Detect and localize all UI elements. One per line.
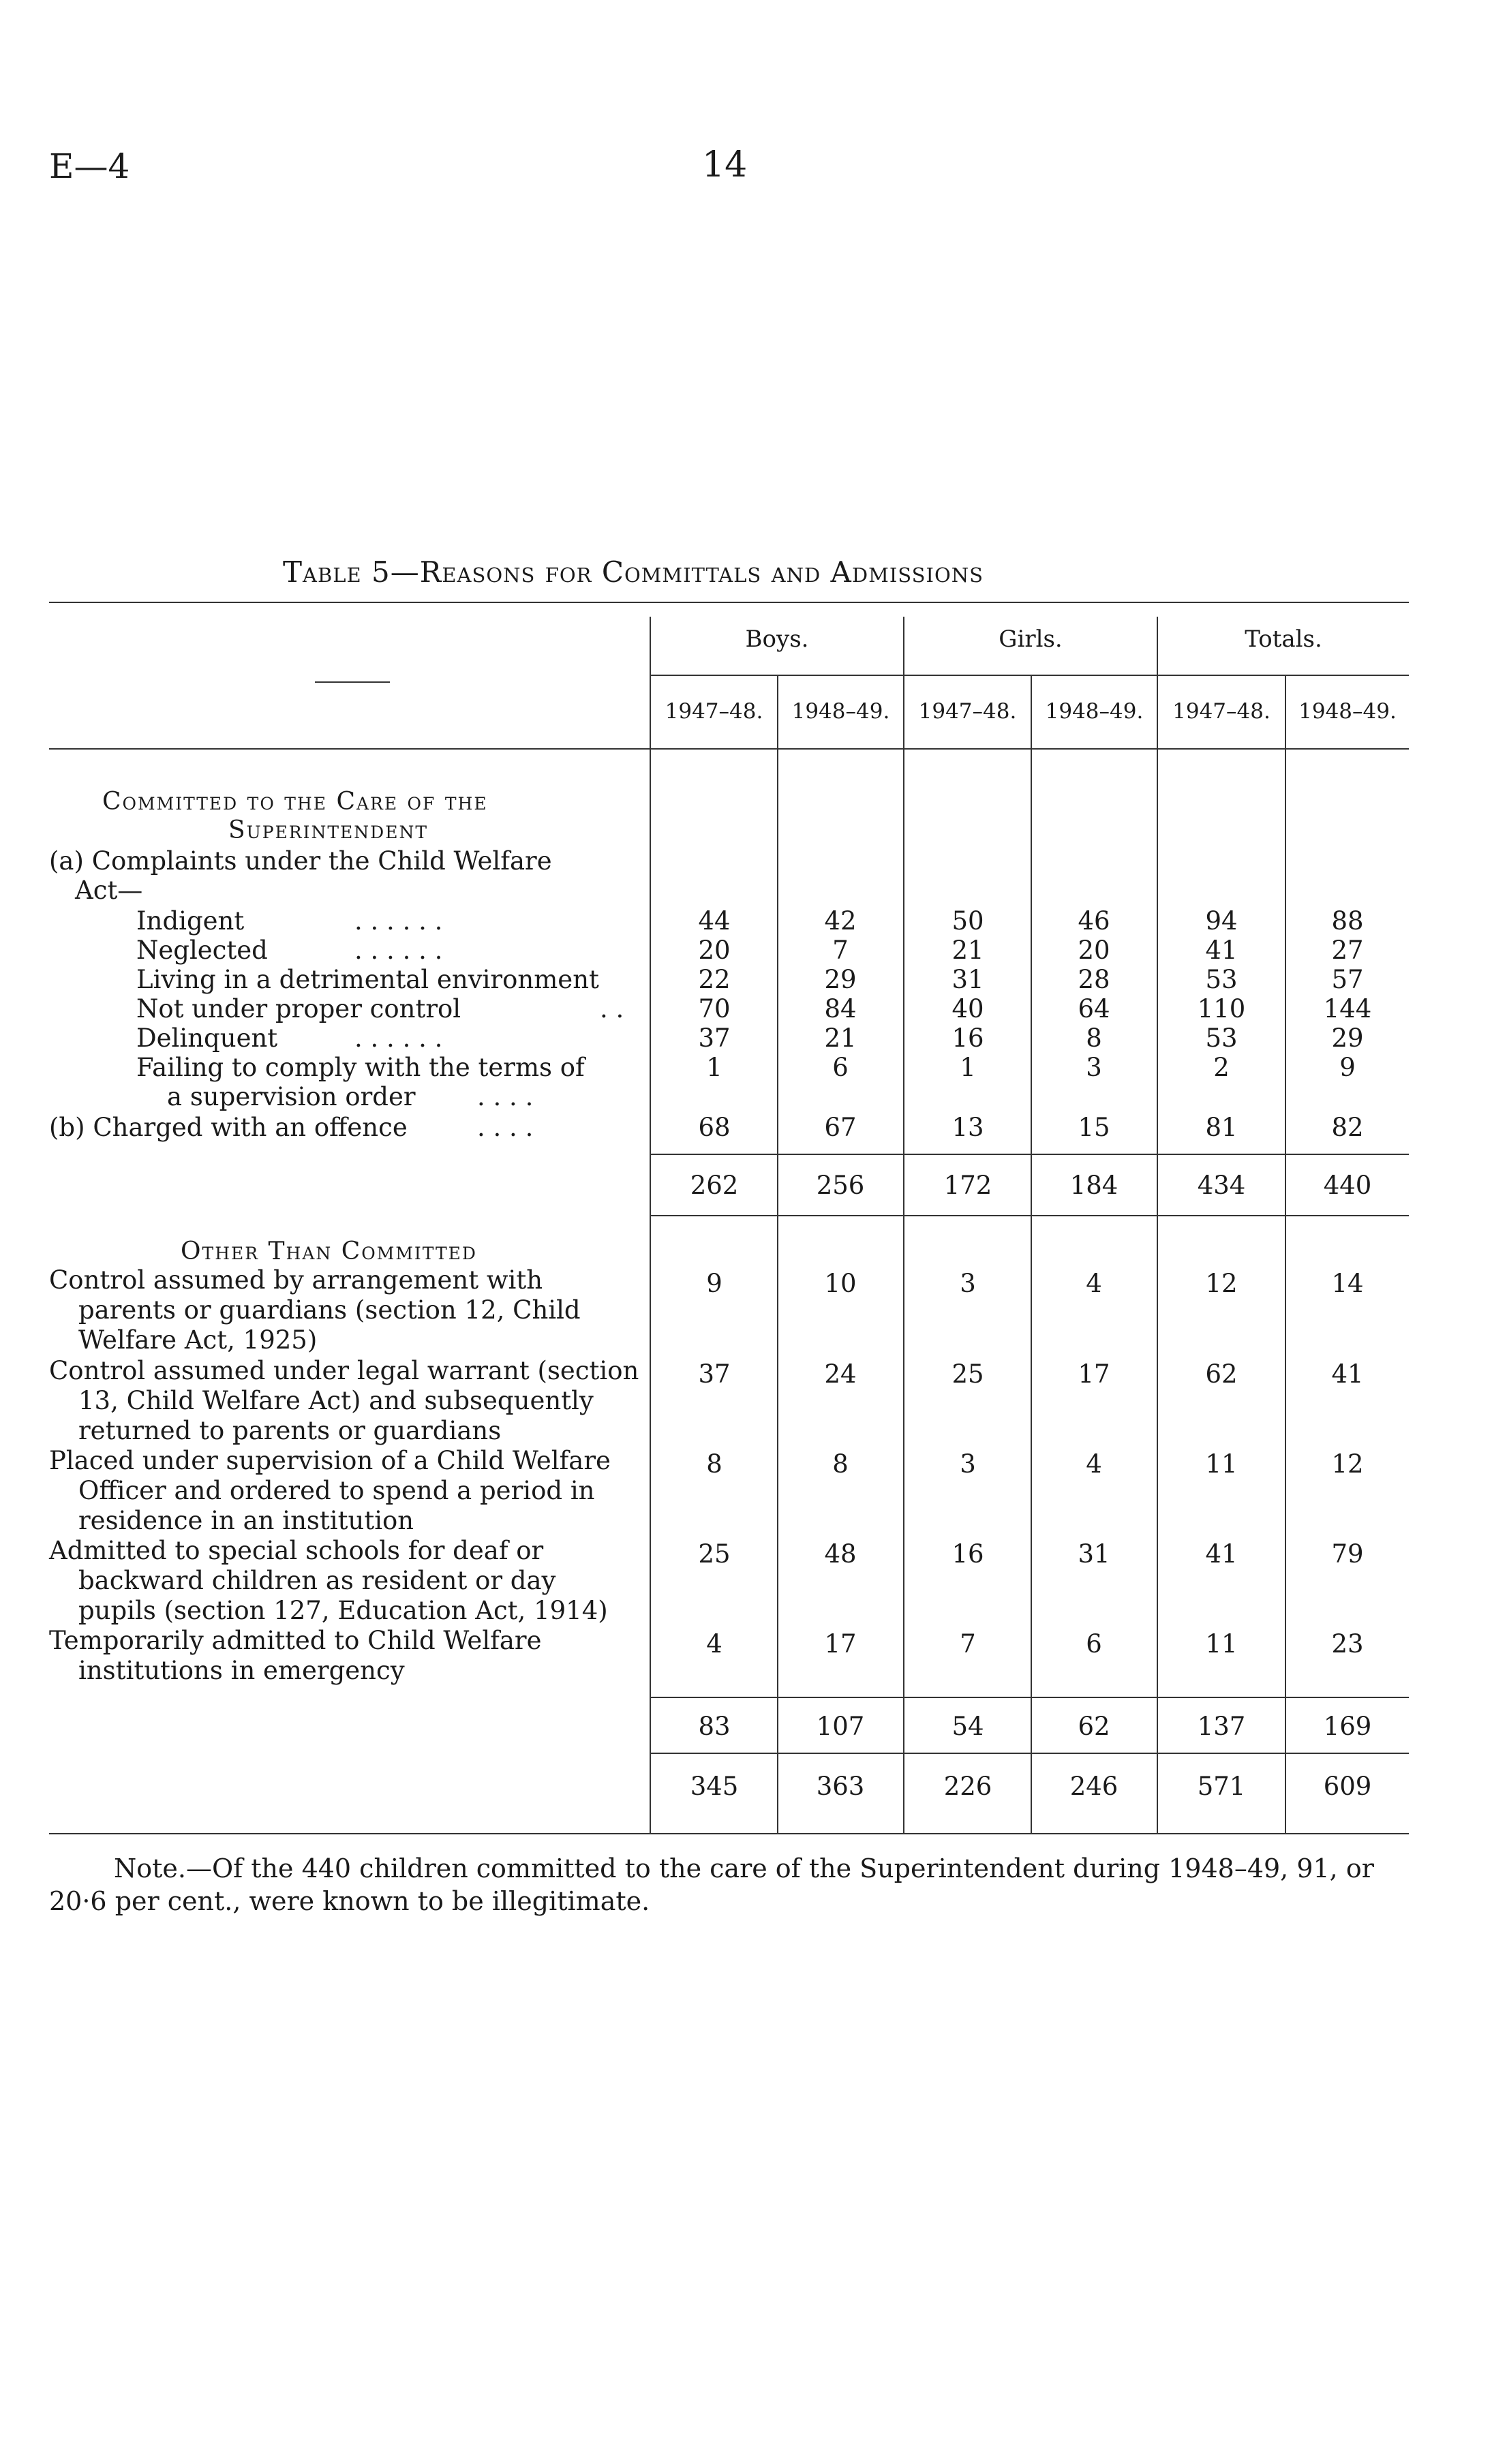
vline-stub	[650, 617, 651, 1833]
row-label: (b) Charged with an offence	[49, 1113, 408, 1142]
row-label: Failing to comply with the terms of	[136, 1053, 585, 1082]
table-cell: 345	[690, 1772, 739, 1801]
group-totals: Totals.	[1245, 626, 1322, 653]
table-cell: 246	[1069, 1772, 1118, 1801]
table-cell: 8	[1086, 1023, 1102, 1053]
row-label-cont: residence in an institution	[78, 1506, 414, 1535]
table-cell: 42	[824, 906, 857, 936]
table-cell: 94	[1205, 906, 1238, 936]
table-cell: 68	[698, 1113, 731, 1142]
table-cell: 46	[1078, 906, 1110, 936]
committed-heading-2: Superintendent	[228, 816, 429, 844]
rule-bottom	[49, 1833, 1409, 1834]
table-cell: 54	[952, 1712, 984, 1741]
table-cell: 2	[1213, 1053, 1230, 1082]
row-label: Placed under supervision of a Child Welfare	[49, 1446, 611, 1475]
table-cell: 62	[1205, 1359, 1238, 1389]
row-label-cont: backward children as resident or day	[78, 1566, 556, 1595]
table-cell: 50	[952, 906, 984, 936]
rule-stub-dash	[315, 681, 390, 683]
committed-heading-1: Committed to the Care of the	[102, 788, 488, 816]
table-cell: 57	[1331, 965, 1364, 994]
note-line-2: 20·6 per cent., were known to be illegitimate.	[49, 1886, 650, 1916]
table-cell: 8	[706, 1449, 722, 1479]
table-cell: 6	[1086, 1629, 1102, 1659]
table-cell: 7	[832, 936, 849, 965]
table-cell: 3	[1086, 1053, 1102, 1082]
table-cell: 6	[832, 1053, 849, 1082]
table-cell: 363	[816, 1772, 865, 1801]
other-heading: Other Than Committed	[181, 1237, 477, 1265]
table-cell: 4	[1086, 1449, 1102, 1479]
rule-top	[49, 602, 1409, 603]
note	[49, 1852, 1426, 1918]
table-cell: 82	[1331, 1113, 1364, 1142]
table-cell: 48	[824, 1539, 857, 1569]
table-cell: 17	[824, 1629, 857, 1659]
row-label-cont: pupils (section 127, Education Act, 1914)	[78, 1596, 608, 1625]
table-cell: 29	[1331, 1023, 1364, 1053]
page-number: 14	[702, 144, 748, 185]
table-cell: 11	[1205, 1629, 1238, 1659]
vline-girls-mid	[1031, 675, 1032, 1833]
row-label: Admitted to special schools for deaf or	[49, 1536, 544, 1565]
table-cell: 571	[1197, 1772, 1246, 1801]
table-cell: 17	[1078, 1359, 1110, 1389]
table-title: Table 5—Reasons for Committals and Admissions	[283, 555, 984, 589]
table-cell: 31	[1078, 1539, 1110, 1569]
table-cell: 12	[1331, 1449, 1364, 1479]
table-cell: 13	[952, 1113, 984, 1142]
table-cell: 16	[952, 1539, 984, 1569]
table-cell: 22	[698, 965, 731, 994]
rule-header-bottom	[49, 748, 1409, 750]
rule-total-2-top	[651, 1697, 1409, 1698]
table-cell: 3	[960, 1269, 976, 1298]
row-label-cont: Welfare Act, 1925)	[78, 1325, 318, 1355]
row-label-cont: parents or guardians (section 12, Child	[78, 1295, 581, 1325]
year-totals-1947: 1947–48.	[1172, 699, 1270, 724]
group-boys: Boys.	[745, 626, 809, 653]
table-cell: 25	[952, 1359, 984, 1389]
table-cell: 4	[706, 1629, 722, 1659]
table-cell: 44	[698, 906, 731, 936]
rule-group-sub	[651, 675, 1409, 676]
table-cell: 8	[832, 1449, 849, 1479]
table-cell: 41	[1205, 936, 1238, 965]
table-cell: 262	[690, 1171, 739, 1200]
table-cell: 70	[698, 994, 731, 1023]
vline-totals-mid	[1285, 675, 1286, 1833]
table-cell: 41	[1331, 1359, 1364, 1389]
table-cell: 41	[1205, 1539, 1238, 1569]
rule-total-2-bottom	[651, 1753, 1409, 1754]
row-leader-dots: . . . . . .	[354, 1023, 443, 1053]
table-cell: 226	[943, 1772, 992, 1801]
table-cell: 434	[1197, 1171, 1246, 1200]
page-ref: E—4	[49, 147, 130, 186]
section-a-line-1: (a) Complaints under the Child Welfare	[49, 846, 552, 876]
table-cell: 37	[698, 1023, 731, 1053]
row-leader-dots: . . . . . .	[354, 906, 443, 936]
table-cell: 31	[952, 965, 984, 994]
row-leader-dots: . . . .	[477, 1113, 534, 1142]
table-cell: 7	[960, 1629, 976, 1659]
year-girls-1948: 1948–49.	[1045, 699, 1144, 724]
table-cell: 1	[706, 1053, 722, 1082]
table-cell: 21	[824, 1023, 857, 1053]
row-label: Not under proper control	[136, 994, 461, 1023]
row-label-cont: Officer and ordered to spend a period in	[78, 1476, 595, 1505]
row-label-cont: 13, Child Welfare Act) and subsequently	[78, 1386, 594, 1415]
table-cell: 20	[698, 936, 731, 965]
table-cell: 29	[824, 965, 857, 994]
table-cell: 27	[1331, 936, 1364, 965]
table-cell: 14	[1331, 1269, 1364, 1298]
vline-girls-totals	[1157, 617, 1158, 1833]
table-cell: 83	[698, 1712, 731, 1741]
table-cell: 137	[1197, 1712, 1246, 1741]
year-totals-1948: 1948–49.	[1298, 699, 1397, 724]
table-cell: 3	[960, 1449, 976, 1479]
table-cell: 107	[816, 1712, 865, 1741]
table-cell: 440	[1323, 1171, 1372, 1200]
table-cell: 23	[1331, 1629, 1364, 1659]
table-cell: 12	[1205, 1269, 1238, 1298]
table-cell: 256	[816, 1171, 865, 1200]
row-leader-dots: . .	[600, 994, 624, 1023]
table-cell: 9	[1339, 1053, 1356, 1082]
table-cell: 110	[1197, 994, 1246, 1023]
table-cell: 21	[952, 936, 984, 965]
vline-boys-mid	[777, 675, 778, 1833]
group-girls: Girls.	[999, 626, 1063, 653]
table-cell: 67	[824, 1113, 857, 1142]
table-cell: 184	[1069, 1171, 1118, 1200]
row-label: Temporarily admitted to Child Welfare	[49, 1626, 542, 1655]
year-boys-1947: 1947–48.	[665, 699, 763, 724]
note-line-1: Note.—Of the 440 children committed to the care of the Superintendent during 1948–49, 91, or	[114, 1853, 1374, 1883]
row-leader-dots: . . . . . .	[354, 936, 443, 965]
table-cell: 84	[824, 994, 857, 1023]
table-cell: 10	[824, 1269, 857, 1298]
table-cell: 79	[1331, 1539, 1364, 1569]
table-cell: 88	[1331, 906, 1364, 936]
row-label: Living in a detrimental environment	[136, 965, 599, 994]
year-boys-1948: 1948–49.	[791, 699, 890, 724]
table-cell: 4	[1086, 1269, 1102, 1298]
table-cell: 37	[698, 1359, 731, 1389]
table-cell: 144	[1323, 994, 1372, 1023]
table-cell: 11	[1205, 1449, 1238, 1479]
table-cell: 53	[1205, 965, 1238, 994]
row-label: Neglected	[136, 936, 268, 965]
table-cell: 15	[1078, 1113, 1110, 1142]
row-label: Indigent	[136, 906, 245, 936]
table-cell: 28	[1078, 965, 1110, 994]
rule-total-1-bottom	[651, 1215, 1409, 1216]
table-cell: 53	[1205, 1023, 1238, 1053]
row-label-cont: returned to parents or guardians	[78, 1416, 502, 1445]
table-cell: 20	[1078, 936, 1110, 965]
row-label-cont: a supervision order	[167, 1082, 416, 1111]
row-label: Delinquent	[136, 1023, 278, 1053]
table-cell: 81	[1205, 1113, 1238, 1142]
row-leader-dots: . . . .	[477, 1082, 534, 1111]
table-cell: 9	[706, 1269, 722, 1298]
rule-total-1-top	[651, 1154, 1409, 1155]
row-label: Control assumed by arrangement with	[49, 1265, 543, 1295]
vline-boys-girls	[903, 617, 904, 1833]
year-girls-1947: 1947–48.	[918, 699, 1017, 724]
table-cell: 64	[1078, 994, 1110, 1023]
table-cell: 62	[1078, 1712, 1110, 1741]
row-label: Control assumed under legal warrant (section	[49, 1356, 639, 1385]
table-cell: 172	[943, 1171, 992, 1200]
table-cell: 40	[952, 994, 984, 1023]
table-cell: 169	[1323, 1712, 1372, 1741]
table-cell: 16	[952, 1023, 984, 1053]
table-cell: 609	[1323, 1772, 1372, 1801]
table-cell: 25	[698, 1539, 731, 1569]
table-cell: 24	[824, 1359, 857, 1389]
row-label-cont: institutions in emergency	[78, 1656, 405, 1685]
table-cell: 1	[960, 1053, 976, 1082]
section-a-line-2: Act—	[75, 876, 143, 905]
